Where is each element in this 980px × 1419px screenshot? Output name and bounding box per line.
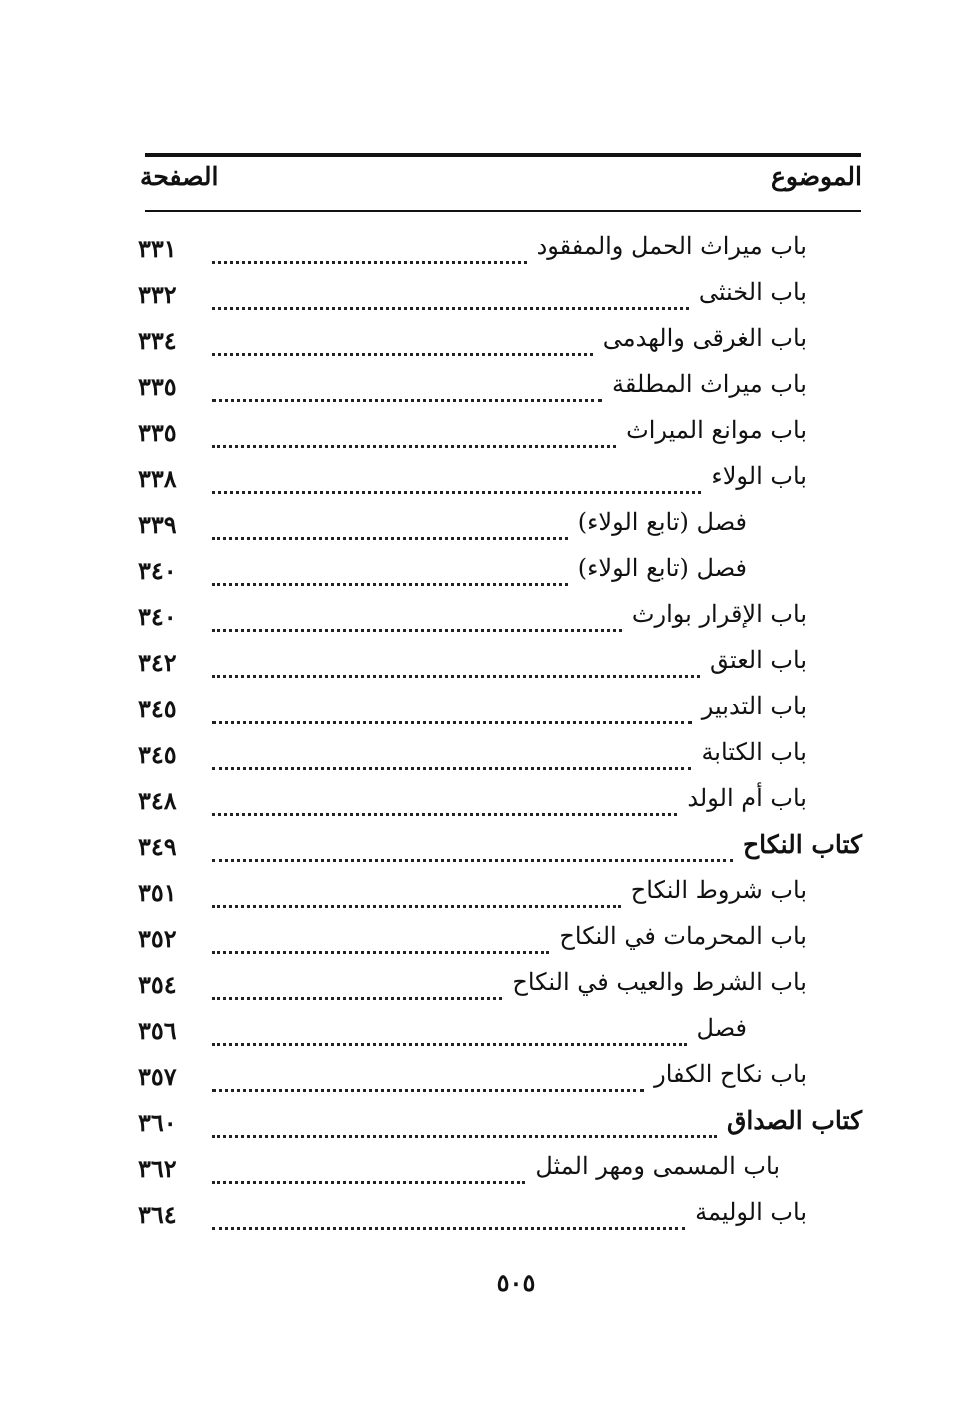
toc-entry-line xyxy=(212,920,807,952)
toc-entry-title: كتاب الصداق xyxy=(717,1106,862,1135)
toc-entry xyxy=(0,778,980,824)
toc-entry-title: باب شروط النكاح xyxy=(621,876,807,904)
dot-leader xyxy=(212,473,701,494)
toc-entry-line xyxy=(212,782,807,814)
toc-entry-title: باب موانع الميراث xyxy=(616,416,807,444)
toc-entry-title: باب أم الولد xyxy=(677,784,807,812)
toc-entry-title: باب التدبير xyxy=(692,692,807,720)
toc-entry-line xyxy=(212,1150,780,1182)
toc-entry-line xyxy=(212,598,807,630)
toc-entry-page: ٣٥٧ xyxy=(138,1062,177,1091)
dot-leader xyxy=(212,703,692,724)
toc-entry-line xyxy=(212,1104,862,1136)
toc-entry-page: ٣٤٠ xyxy=(138,602,177,631)
dot-leader xyxy=(212,1209,685,1230)
toc-entry-title: باب الإقرار بوارث xyxy=(622,600,807,628)
toc-entry-line xyxy=(212,552,747,584)
dot-leader xyxy=(212,657,700,678)
toc-entry-title: باب الخنثى xyxy=(689,278,807,306)
toc-entry-line xyxy=(212,460,807,492)
toc-entry xyxy=(0,364,980,410)
dot-leader xyxy=(212,519,568,540)
toc-entry xyxy=(0,318,980,364)
toc-entry xyxy=(0,962,980,1008)
toc-entry xyxy=(0,1192,980,1238)
dot-leader xyxy=(212,795,677,816)
toc-entry-line xyxy=(212,368,807,400)
toc-entry-title: باب المحرمات في النكاح xyxy=(549,922,807,950)
toc-entry xyxy=(0,594,980,640)
toc-entry-page: ٣٥٢ xyxy=(138,924,177,953)
toc-entry xyxy=(0,410,980,456)
toc-entry-page: ٣٤٥ xyxy=(138,740,177,769)
toc-entry xyxy=(0,502,980,548)
toc-entry xyxy=(0,1008,980,1054)
toc-entry xyxy=(0,824,980,870)
toc-entry-page: ٣٣٩ xyxy=(138,510,177,539)
dot-leader xyxy=(212,933,549,954)
toc-entry-page: ٣٤٨ xyxy=(138,786,177,815)
toc-entry-page: ٣٦٠ xyxy=(138,1108,177,1137)
toc-entry-page: ٣٥٦ xyxy=(138,1016,177,1045)
toc-entry-line xyxy=(212,644,807,676)
toc-entry-line xyxy=(212,874,807,906)
dot-leader xyxy=(212,243,527,264)
toc-entry-line xyxy=(212,1012,747,1044)
toc-entry-line xyxy=(212,276,807,308)
toc-entry-line xyxy=(212,1058,807,1090)
toc-entry-title: باب ميراث الحمل والمفقود xyxy=(527,232,807,260)
dot-leader xyxy=(212,335,593,356)
dot-leader xyxy=(212,841,733,862)
toc-entry-line xyxy=(212,230,807,262)
toc-entry-page: ٣٦٢ xyxy=(138,1154,177,1183)
page-footer xyxy=(0,1268,980,1297)
toc-entry-page: ٣٤٢ xyxy=(138,648,177,677)
toc-entry xyxy=(0,1054,980,1100)
toc-entry-title: باب ميراث المطلقة xyxy=(602,370,807,398)
toc-entry-title: باب المسمى ومهر المثل xyxy=(525,1152,780,1180)
dot-leader xyxy=(212,381,602,402)
toc-entry xyxy=(0,686,980,732)
toc-entry-line xyxy=(212,966,807,998)
page-column-header: الصفحة xyxy=(140,162,219,191)
toc-entry xyxy=(0,732,980,778)
toc-entry-title: باب الغرقى والهدمى xyxy=(593,324,807,352)
toc-entry-line xyxy=(212,690,807,722)
dot-leader xyxy=(212,979,502,1000)
toc-entry-line xyxy=(212,736,807,768)
toc-entry xyxy=(0,916,980,962)
toc-entry xyxy=(0,548,980,594)
header-top-rule xyxy=(145,153,861,157)
toc-entry-line xyxy=(212,1196,807,1228)
toc-entry-line xyxy=(212,322,807,354)
toc-entry-page: ٣٥٤ xyxy=(138,970,177,999)
toc-entry-page: ٣٣٥ xyxy=(138,372,177,401)
toc-entry-title: باب نكاح الكفار xyxy=(644,1060,807,1088)
toc-entry-page: ٣٣٤ xyxy=(138,326,177,355)
topic-column-header: الموضوع xyxy=(771,162,862,191)
toc-entry xyxy=(0,1146,980,1192)
header-bottom-rule xyxy=(145,210,861,212)
dot-leader xyxy=(212,289,689,310)
toc-entry-title: باب الوليمة xyxy=(685,1198,807,1226)
toc-entry-title: فصل (تابع الولاء) xyxy=(568,554,747,582)
toc-entry xyxy=(0,870,980,916)
toc-entry-page: ٣٤٥ xyxy=(138,694,177,723)
toc-entry xyxy=(0,1100,980,1146)
toc-entry-page: ٣٣١ xyxy=(138,234,177,263)
toc-entry-line xyxy=(212,414,807,446)
dot-leader xyxy=(212,749,691,770)
toc-entry-title: فصل (تابع الولاء) xyxy=(568,508,747,536)
table-of-contents xyxy=(0,226,980,1238)
toc-entry-page: ٣٤٠ xyxy=(138,556,177,585)
dot-leader xyxy=(212,427,616,448)
toc-entry xyxy=(0,226,980,272)
toc-entry xyxy=(0,640,980,686)
page-number: ٥٠٥ xyxy=(496,1268,536,1297)
toc-entry-page: ٣٥١ xyxy=(138,878,177,907)
toc-entry-title: باب العتق xyxy=(700,646,807,674)
dot-leader xyxy=(212,565,568,586)
toc-entry-page: ٣٤٩ xyxy=(138,832,177,861)
dot-leader xyxy=(212,611,622,632)
dot-leader xyxy=(212,1117,717,1138)
toc-entry-page: ٣٣٥ xyxy=(138,418,177,447)
toc-entry-title: فصل xyxy=(687,1014,747,1042)
dot-leader xyxy=(212,1163,525,1184)
toc-entry-line xyxy=(212,506,747,538)
dot-leader xyxy=(212,887,621,908)
toc-entry xyxy=(0,272,980,318)
toc-entry-line xyxy=(212,828,862,860)
toc-entry-title: باب الشرط والعيب في النكاح xyxy=(502,968,807,996)
toc-entry-page: ٣٦٤ xyxy=(138,1200,177,1229)
toc-entry xyxy=(0,456,980,502)
toc-entry-title: كتاب النكاح xyxy=(733,830,862,859)
toc-entry-page: ٣٣٨ xyxy=(138,464,177,493)
dot-leader xyxy=(212,1025,687,1046)
toc-entry-title: باب الولاء xyxy=(701,462,807,490)
dot-leader xyxy=(212,1071,644,1092)
toc-entry-title: باب الكتابة xyxy=(691,738,807,766)
toc-entry-page: ٣٣٢ xyxy=(138,280,177,309)
